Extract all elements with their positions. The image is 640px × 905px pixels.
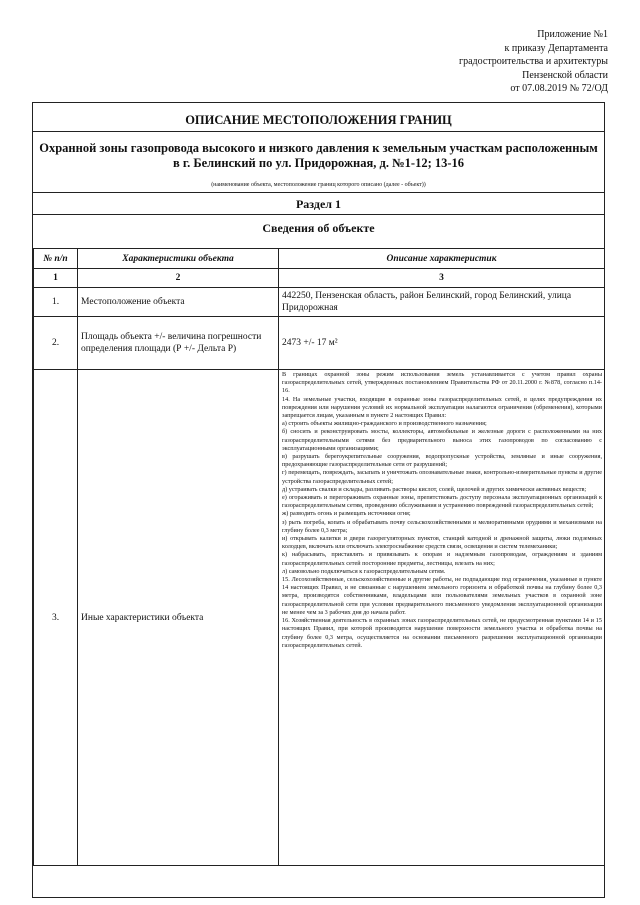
table-row bbox=[34, 317, 605, 370]
document-title: ОПИСАНИЕ МЕСТОПОЛОЖЕНИЯ ГРАНИЦ bbox=[185, 113, 452, 127]
column-header-number: № п/п bbox=[34, 249, 78, 269]
table-header-row bbox=[34, 249, 605, 269]
row-number: 2. bbox=[34, 317, 78, 370]
column-header-description: Описание характеристик bbox=[279, 249, 605, 269]
restriction-paragraph: В границах охранной зоны режим использования земель устанавливается с учетом правил охраны газораспределительных сетей, утвержденных постановлением Правительства РФ от 20.11.2000 г. №878, согласно п.14-16. bbox=[282, 371, 602, 395]
section-label: Раздел 1 bbox=[295, 197, 342, 211]
restriction-paragraph: л) самовольно подключаться к газораспределительным сетям. bbox=[282, 567, 446, 575]
annex-block bbox=[388, 28, 608, 96]
row-characteristic: Иные характеристики объекта bbox=[78, 370, 279, 866]
divider bbox=[33, 192, 604, 193]
table-index-row bbox=[34, 269, 605, 288]
characteristics-table bbox=[33, 248, 605, 866]
row-number: 3. bbox=[34, 370, 78, 866]
restriction-paragraph: и) открывать калитки и двери газорегуляторных пунктов, станций катодной и дренажной защиты, люки подземных колодцев, включать или отключать электроснабжение средств связи, освещения и систем телемеханики; bbox=[282, 535, 602, 551]
index-cell: 3 bbox=[279, 269, 605, 288]
row-description: 442250, Пензенская область, район Белинский, город Белинский, улица Придорожная bbox=[279, 288, 605, 317]
restriction-paragraph: д) устраивать свалки и склады, разливать растворы кислот, солей, щелочей и других химически активных веществ; bbox=[282, 485, 587, 493]
restriction-paragraph: а) строить объекты жилищно-гражданского и производственного назначения; bbox=[282, 420, 487, 428]
restriction-paragraph: в) разрушать берегоукрепительные сооружения, водопропускные устройства, земляные и иные сооружения, предохраняющие газораспределительные сети от разрушений; bbox=[282, 453, 602, 469]
row-characteristic: Площадь объекта +/- величина погрешности определения площади (Р +/- Дельта Р) bbox=[78, 317, 279, 370]
row-description: 2473 +/- 17 м² bbox=[279, 317, 605, 370]
restriction-paragraph: 14. На земельные участки, входящие в охранные зоны газораспределительных сетей, в целях предупреждения их повреждения или нарушения условий их нормальной эксплуатации налагаются ограничения (обременения), которыми запрещается лицам, указанным в пункте 2 настоящих Правил: bbox=[282, 395, 602, 420]
divider bbox=[33, 131, 604, 132]
index-cell: 1 bbox=[34, 269, 78, 288]
index-cell: 2 bbox=[78, 269, 279, 288]
document-frame bbox=[32, 102, 605, 898]
restriction-paragraph: 16. Хозяйственная деятельность в охранных зонах газораспределительных сетей, не предусмотренная пунктами 14 и 15 настоящих Правил, при которой производится нарушение поверхности земельного участка и обработка почвы на глубину более 0,3 метра, осуществляется на основании письменного разрешения эксплуатационной организации газораспределительных сетей. bbox=[282, 617, 602, 649]
annex-line: к приказу Департамента bbox=[504, 42, 608, 54]
column-header-characteristic: Характеристики объекта bbox=[78, 249, 279, 269]
annex-line: Приложение №1 bbox=[537, 29, 608, 40]
annex-line: градостроительства и архитектуры bbox=[459, 56, 608, 67]
divider bbox=[33, 214, 604, 215]
table-row bbox=[34, 288, 605, 317]
restriction-paragraph: е) огораживать и перегораживать охранные зоны, препятствовать доступу персонала эксплуатационных организаций к газораспределительным сетям, проведению обслуживания и устранению повреждений газораспределительных сетей; bbox=[282, 494, 602, 510]
restriction-paragraph: з) рыть погреба, копать и обрабатывать почву сельскохозяйственными и мелиоративными орудиями и механизмами на глубину более 0,3 метра; bbox=[282, 518, 602, 534]
restriction-paragraph: 15. Лесохозяйственные, сельскохозяйственные и другие работы, не подпадающие под ограничения, указанные в пункте 14 настоящих Правил, и не связанные с нарушением земельного горизонта и обработкой почвы на глубину более 0,3 метра, производятся собственниками, владельцами или пользователями земельных участков в охранной зоне газораспределительной сети при условии предварительного письменного уведомления эксплуатационной организации не менее чем за 3 рабочих дня до начала работ. bbox=[282, 576, 602, 616]
annex-line: Пензенской области bbox=[522, 69, 608, 81]
table-row bbox=[34, 370, 605, 866]
row-description-restrictions bbox=[279, 370, 605, 866]
restriction-paragraph: г) перемещать, повреждать, засыпать и уничтожать опознавательные знаки, контрольно-измерительные пункты и другие устройства газораспределительных сетей; bbox=[282, 469, 602, 485]
annex-line: от 07.08.2019 № 72/ОД bbox=[510, 83, 608, 94]
restriction-paragraph: б) сносить и реконструировать мосты, коллекторы, автомобильные и железные дороги с расположенными на них газораспределительными сетями без предварительного выноса этих газопроводов по согласованию с эксплуатационными организациями; bbox=[282, 428, 602, 452]
row-number: 1. bbox=[34, 288, 78, 317]
restriction-paragraph: к) набрасывать, приставлять и привязывать к опорам и надземным газопроводам, ограждениям и зданиям газораспределительных сетей посторонние предметы, лестницы, влезать на них; bbox=[282, 551, 602, 567]
section-title: Сведения об объекте bbox=[262, 221, 375, 235]
document-subtitle: Охранной зоны газопровода высокого и низкого давления к земельным участкам расположенным в г. Белинский по ул. Придорожная, д. №1-12; 13-16 bbox=[39, 141, 598, 170]
row-characteristic: Местоположение объекта bbox=[78, 288, 279, 317]
object-caption: (наименование объекта, местоположение границ которого описано (далее - объект)) bbox=[211, 182, 426, 188]
restriction-paragraph: ж) разводить огонь и размещать источники огня; bbox=[282, 510, 411, 518]
